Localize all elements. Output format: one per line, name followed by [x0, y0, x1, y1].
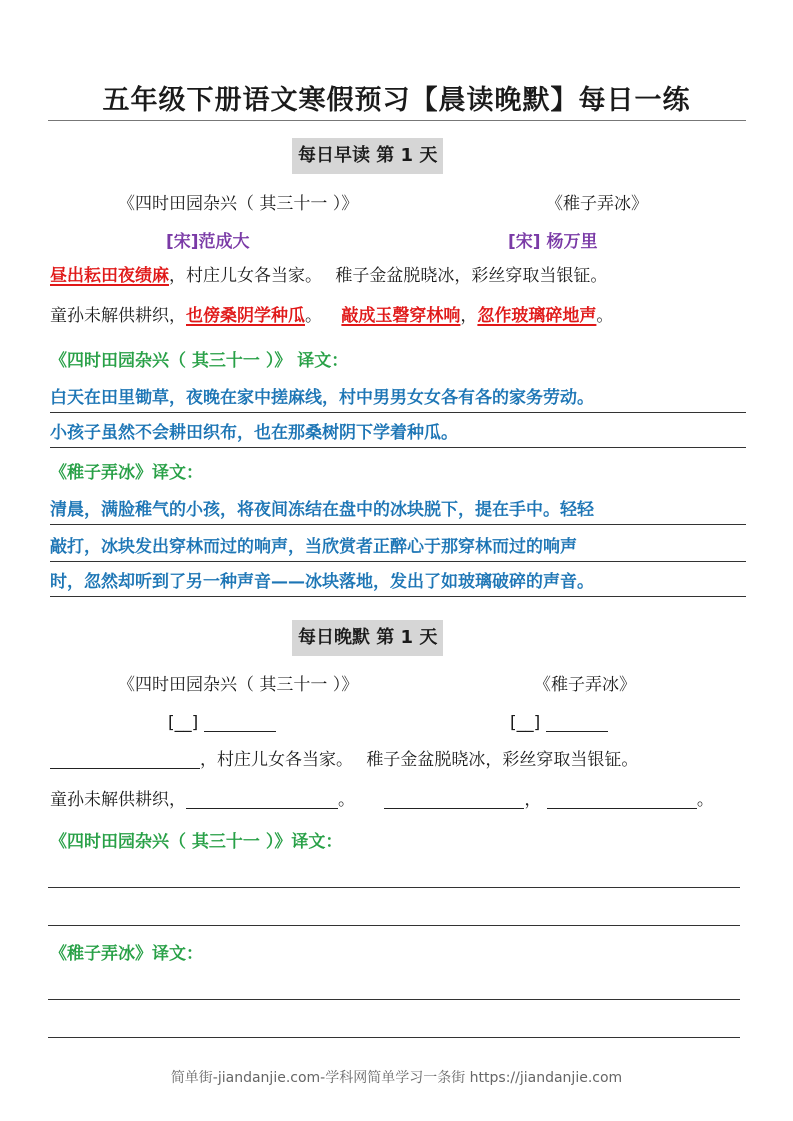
verse-blank[interactable]: [50, 749, 200, 769]
translation-line: 小孩子虽然不会耕田织布，也在那桑树阴下学着种瓜。: [50, 419, 746, 448]
footer: 简单街-jiandanjie.com-学科网简单学习一条街 https://jiandanjie.com: [170, 1070, 623, 1086]
translation-line: 时，忽然却听到了另一种声音——冰块落地，发出了如玻璃破碎的声音。: [50, 568, 746, 597]
morning-translation1-label: 《四时田园杂兴（ 其三十一 ）》 译文：: [50, 351, 349, 371]
verse-blank[interactable]: [547, 789, 697, 809]
translation-line: 白天在田里锄草，夜晚在家中搓麻线，村中男男女女各有各的家务劳动。: [50, 384, 746, 413]
morning-poem2-title: 《稚子弄冰》: [546, 194, 648, 214]
answer-line[interactable]: [48, 887, 740, 888]
morning-heading: 每日早读 第 1 天: [292, 138, 443, 174]
highlight-verse: 昼出耘田夜绩麻: [50, 266, 169, 286]
evening-poem1-title: 《四时田园杂兴（ 其三十一 ）》: [118, 675, 359, 695]
verse-text: 稚子金盆脱晓冰，彩丝穿取当银钲。: [366, 750, 639, 770]
verse-text: 稚子金盆脱晓冰，彩丝穿取当银钲。: [335, 266, 608, 286]
poet-blank[interactable]: [546, 712, 608, 732]
verse-text: 。: [338, 790, 355, 810]
dynasty-bracket: [__]: [168, 713, 199, 733]
morning-poem1-poet: [宋]范成大: [166, 232, 250, 252]
translation-line: 清晨，满脸稚气的小孩，将夜间冻结在盘中的冰块脱下，提在手中。轻轻: [50, 496, 746, 525]
morning-poem2-poet: [宋] 杨万里: [508, 232, 598, 252]
verse-blank[interactable]: [384, 789, 524, 809]
evening-translation2-label: 《稚子弄冰》译文：: [50, 944, 203, 964]
verse-text: 。: [596, 306, 614, 326]
verse-text: ，村庄儿女各当家。: [200, 750, 353, 770]
verse-text: 。: [305, 306, 322, 326]
translation-line: 敲打，冰块发出穿林而过的响声，当欣赏者正醉心于那穿林而过的响声: [50, 533, 746, 562]
evening-poet1-blank[interactable]: [168, 710, 276, 736]
evening-poet2-blank[interactable]: [510, 710, 608, 736]
poet-blank[interactable]: [204, 712, 276, 732]
highlight-verse: 敲成玉磬穿林响: [341, 306, 461, 326]
verse-text: 童孙未解供耕织，: [50, 306, 186, 326]
verse-text: ，村庄儿女各当家。: [169, 266, 322, 286]
morning-verse-line-2: [50, 302, 613, 330]
verse-text: 童孙未解供耕织，: [50, 790, 186, 810]
verse-text: 。: [696, 790, 714, 810]
answer-line[interactable]: [48, 999, 740, 1000]
title-divider: [48, 120, 746, 121]
verse-text: ，: [460, 306, 478, 326]
evening-heading: 每日晚默 第 1 天: [292, 620, 443, 656]
page-title: 五年级下册语文寒假预习【晨读晚默】每日一练: [102, 85, 691, 116]
highlight-verse: 忽作玻璃碎地声: [477, 306, 597, 326]
evening-verse-line-1: [50, 746, 638, 774]
evening-translation1-label: 《四时田园杂兴（ 其三十一 ）》译文：: [50, 832, 343, 852]
highlight-verse: 也傍桑阴学种瓜: [186, 306, 305, 326]
verse-text: ，: [524, 790, 542, 810]
dynasty-bracket: [__]: [510, 713, 541, 733]
evening-verse-line-2: [50, 786, 714, 814]
morning-verse-line-1: [50, 262, 607, 290]
morning-poem1-title: 《四时田园杂兴（ 其三十一 ）》: [118, 194, 359, 214]
evening-poem2-title: 《稚子弄冰》: [534, 675, 636, 695]
verse-blank[interactable]: [186, 789, 338, 809]
answer-line[interactable]: [48, 925, 740, 926]
answer-line[interactable]: [48, 1037, 740, 1038]
morning-translation2-label: 《稚子弄冰》译文：: [50, 463, 203, 483]
